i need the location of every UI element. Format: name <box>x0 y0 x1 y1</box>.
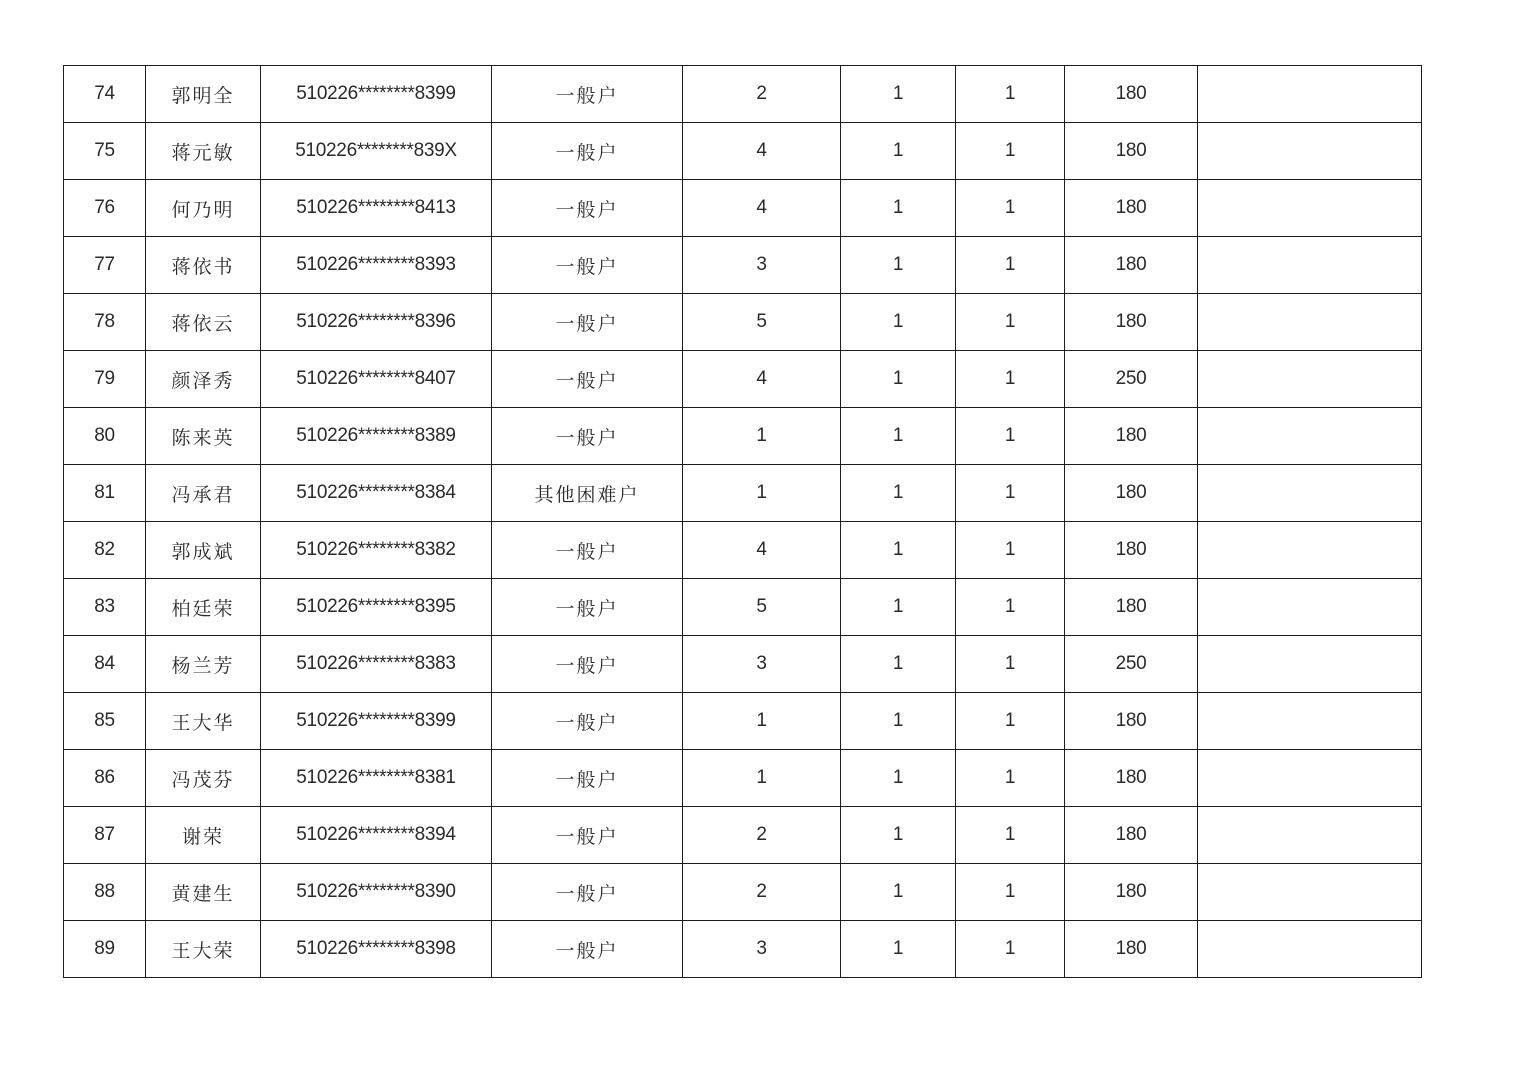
name-cell: 陈来英 <box>146 408 261 465</box>
id-number-cell: 510226********8389 <box>261 408 492 465</box>
note-cell <box>1198 180 1422 237</box>
amount-cell: 180 <box>1065 408 1198 465</box>
household-members-cell: 1 <box>683 750 841 807</box>
row-number-cell: 75 <box>64 123 146 180</box>
amount-cell: 180 <box>1065 66 1198 123</box>
household-type-cell: 一般户 <box>492 864 683 921</box>
count-a-cell: 1 <box>841 180 956 237</box>
row-number-cell: 81 <box>64 465 146 522</box>
id-number-cell: 510226********8383 <box>261 636 492 693</box>
id-number-cell: 510226********839X <box>261 123 492 180</box>
name-cell: 柏廷荣 <box>146 579 261 636</box>
note-cell <box>1198 636 1422 693</box>
count-b-cell: 1 <box>956 237 1065 294</box>
name-cell: 颜泽秀 <box>146 351 261 408</box>
household-members-cell: 2 <box>683 807 841 864</box>
note-cell <box>1198 66 1422 123</box>
table-row <box>64 579 1422 636</box>
id-number-cell: 510226********8398 <box>261 921 492 978</box>
count-b-cell: 1 <box>956 123 1065 180</box>
note-cell <box>1198 921 1422 978</box>
name-cell: 冯承君 <box>146 465 261 522</box>
count-b-cell: 1 <box>956 636 1065 693</box>
row-number-cell: 79 <box>64 351 146 408</box>
roster-table <box>63 65 1422 978</box>
count-a-cell: 1 <box>841 750 956 807</box>
roster-body <box>64 66 1422 978</box>
table-row <box>64 180 1422 237</box>
household-members-cell: 4 <box>683 522 841 579</box>
amount-cell: 180 <box>1065 921 1198 978</box>
id-number-cell: 510226********8394 <box>261 807 492 864</box>
row-number-cell: 87 <box>64 807 146 864</box>
amount-cell: 180 <box>1065 465 1198 522</box>
count-b-cell: 1 <box>956 750 1065 807</box>
household-members-cell: 2 <box>683 864 841 921</box>
count-b-cell: 1 <box>956 465 1065 522</box>
household-members-cell: 4 <box>683 180 841 237</box>
amount-cell: 180 <box>1065 522 1198 579</box>
count-a-cell: 1 <box>841 123 956 180</box>
count-a-cell: 1 <box>841 351 956 408</box>
id-number-cell: 510226********8399 <box>261 66 492 123</box>
household-members-cell: 4 <box>683 351 841 408</box>
note-cell <box>1198 750 1422 807</box>
count-a-cell: 1 <box>841 465 956 522</box>
id-number-cell: 510226********8382 <box>261 522 492 579</box>
household-type-cell: 一般户 <box>492 408 683 465</box>
name-cell: 杨兰芳 <box>146 636 261 693</box>
table-row <box>64 693 1422 750</box>
row-number-cell: 78 <box>64 294 146 351</box>
household-type-cell: 一般户 <box>492 180 683 237</box>
note-cell <box>1198 864 1422 921</box>
household-type-cell: 一般户 <box>492 921 683 978</box>
count-b-cell: 1 <box>956 408 1065 465</box>
count-a-cell: 1 <box>841 294 956 351</box>
note-cell <box>1198 351 1422 408</box>
amount-cell: 180 <box>1065 693 1198 750</box>
note-cell <box>1198 807 1422 864</box>
name-cell: 谢荣 <box>146 807 261 864</box>
note-cell <box>1198 693 1422 750</box>
table-row <box>64 66 1422 123</box>
id-number-cell: 510226********8381 <box>261 750 492 807</box>
name-cell: 黄建生 <box>146 864 261 921</box>
row-number-cell: 89 <box>64 921 146 978</box>
name-cell: 郭明全 <box>146 66 261 123</box>
household-type-cell: 一般户 <box>492 579 683 636</box>
note-cell <box>1198 522 1422 579</box>
id-number-cell: 510226********8413 <box>261 180 492 237</box>
household-members-cell: 5 <box>683 579 841 636</box>
household-members-cell: 3 <box>683 921 841 978</box>
id-number-cell: 510226********8393 <box>261 237 492 294</box>
household-type-cell: 一般户 <box>492 750 683 807</box>
count-a-cell: 1 <box>841 921 956 978</box>
amount-cell: 180 <box>1065 864 1198 921</box>
id-number-cell: 510226********8390 <box>261 864 492 921</box>
count-a-cell: 1 <box>841 693 956 750</box>
count-b-cell: 1 <box>956 807 1065 864</box>
name-cell: 蒋元敏 <box>146 123 261 180</box>
count-b-cell: 1 <box>956 522 1065 579</box>
amount-cell: 180 <box>1065 807 1198 864</box>
household-type-cell: 一般户 <box>492 636 683 693</box>
count-a-cell: 1 <box>841 237 956 294</box>
row-number-cell: 77 <box>64 237 146 294</box>
household-type-cell: 一般户 <box>492 522 683 579</box>
amount-cell: 180 <box>1065 180 1198 237</box>
amount-cell: 250 <box>1065 636 1198 693</box>
note-cell <box>1198 237 1422 294</box>
row-number-cell: 86 <box>64 750 146 807</box>
note-cell <box>1198 579 1422 636</box>
count-b-cell: 1 <box>956 294 1065 351</box>
amount-cell: 180 <box>1065 237 1198 294</box>
household-members-cell: 2 <box>683 66 841 123</box>
count-a-cell: 1 <box>841 66 956 123</box>
household-type-cell: 一般户 <box>492 123 683 180</box>
table-row <box>64 408 1422 465</box>
count-b-cell: 1 <box>956 66 1065 123</box>
name-cell: 王大荣 <box>146 921 261 978</box>
household-type-cell: 其他困难户 <box>492 465 683 522</box>
household-members-cell: 5 <box>683 294 841 351</box>
count-a-cell: 1 <box>841 522 956 579</box>
household-members-cell: 3 <box>683 636 841 693</box>
amount-cell: 250 <box>1065 351 1198 408</box>
household-type-cell: 一般户 <box>492 294 683 351</box>
table-row <box>64 636 1422 693</box>
row-number-cell: 76 <box>64 180 146 237</box>
id-number-cell: 510226********8399 <box>261 693 492 750</box>
count-b-cell: 1 <box>956 579 1065 636</box>
amount-cell: 180 <box>1065 579 1198 636</box>
id-number-cell: 510226********8384 <box>261 465 492 522</box>
count-a-cell: 1 <box>841 807 956 864</box>
note-cell <box>1198 465 1422 522</box>
table-row <box>64 237 1422 294</box>
household-type-cell: 一般户 <box>492 351 683 408</box>
count-b-cell: 1 <box>956 180 1065 237</box>
note-cell <box>1198 408 1422 465</box>
household-members-cell: 1 <box>683 465 841 522</box>
name-cell: 蒋依云 <box>146 294 261 351</box>
household-members-cell: 3 <box>683 237 841 294</box>
amount-cell: 180 <box>1065 123 1198 180</box>
table-row <box>64 351 1422 408</box>
id-number-cell: 510226********8407 <box>261 351 492 408</box>
table-row <box>64 465 1422 522</box>
amount-cell: 180 <box>1065 294 1198 351</box>
count-a-cell: 1 <box>841 636 956 693</box>
count-b-cell: 1 <box>956 693 1065 750</box>
id-number-cell: 510226********8396 <box>261 294 492 351</box>
amount-cell: 180 <box>1065 750 1198 807</box>
household-type-cell: 一般户 <box>492 66 683 123</box>
count-a-cell: 1 <box>841 864 956 921</box>
table-row <box>64 750 1422 807</box>
table-row <box>64 522 1422 579</box>
household-members-cell: 1 <box>683 693 841 750</box>
name-cell: 冯茂芬 <box>146 750 261 807</box>
count-b-cell: 1 <box>956 864 1065 921</box>
row-number-cell: 85 <box>64 693 146 750</box>
table-row <box>64 807 1422 864</box>
row-number-cell: 74 <box>64 66 146 123</box>
household-type-cell: 一般户 <box>492 693 683 750</box>
count-b-cell: 1 <box>956 921 1065 978</box>
name-cell: 郭成斌 <box>146 522 261 579</box>
table-row <box>64 864 1422 921</box>
household-members-cell: 4 <box>683 123 841 180</box>
name-cell: 何乃明 <box>146 180 261 237</box>
count-a-cell: 1 <box>841 579 956 636</box>
row-number-cell: 82 <box>64 522 146 579</box>
id-number-cell: 510226********8395 <box>261 579 492 636</box>
name-cell: 王大华 <box>146 693 261 750</box>
household-members-cell: 1 <box>683 408 841 465</box>
row-number-cell: 88 <box>64 864 146 921</box>
note-cell <box>1198 123 1422 180</box>
name-cell: 蒋依书 <box>146 237 261 294</box>
count-a-cell: 1 <box>841 408 956 465</box>
row-number-cell: 83 <box>64 579 146 636</box>
row-number-cell: 84 <box>64 636 146 693</box>
count-b-cell: 1 <box>956 351 1065 408</box>
table-row <box>64 123 1422 180</box>
row-number-cell: 80 <box>64 408 146 465</box>
household-type-cell: 一般户 <box>492 807 683 864</box>
household-type-cell: 一般户 <box>492 237 683 294</box>
note-cell <box>1198 294 1422 351</box>
table-row <box>64 294 1422 351</box>
table-row <box>64 921 1422 978</box>
